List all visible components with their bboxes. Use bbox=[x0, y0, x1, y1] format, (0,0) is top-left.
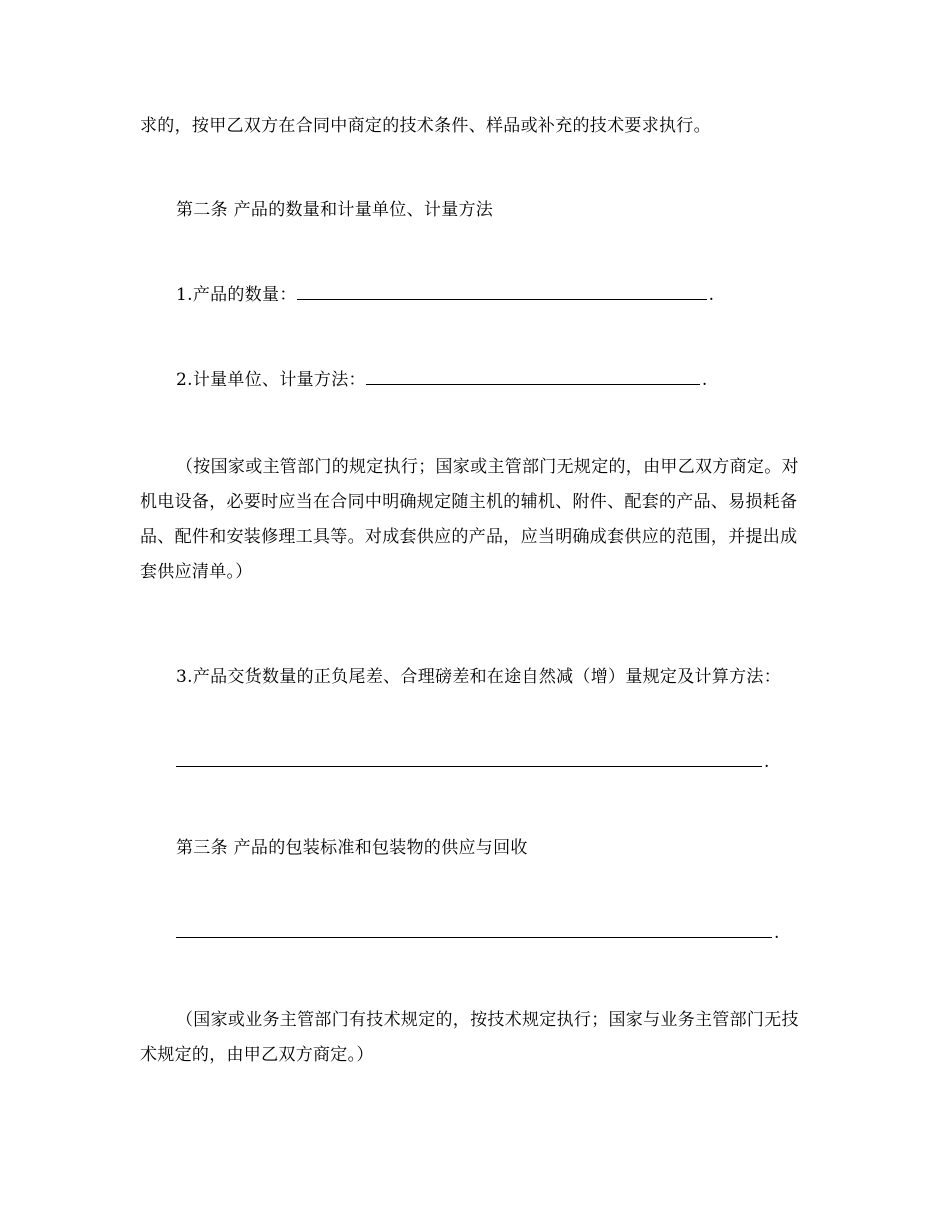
article-3-title: 第三条 产品的包装标准和包装物的供应与回收 bbox=[176, 838, 528, 858]
note-1: （按国家或主管部门的规定执行；国家或主管部门无规定的，由甲乙双方商定。对机电设备，必要时应当在合同中明确规定随主机的辅机、附件、配套的产品、易损耗备品、配件和安装修理工具等。对成套供应的产品，应当明确成套供应的范围，并提出成套供应清单。） bbox=[140, 457, 799, 582]
note-2: （国家或业务主管部门有技术规定的，按技术规定执行；国家与业务主管部门无技术规定的，由甲乙双方商定。） bbox=[140, 1010, 799, 1065]
item-2-label: 2.计量单位、计量方法： bbox=[176, 370, 366, 390]
item-3-blank[interactable] bbox=[176, 750, 762, 767]
item-1-blank[interactable] bbox=[297, 283, 707, 300]
item-2-row bbox=[176, 368, 708, 392]
item-3-label: 3.产品交货数量的正负尾差、合理磅差和在途自然减（增）量规定及计算方法： bbox=[176, 667, 782, 687]
item-3-row bbox=[176, 750, 770, 774]
article-3-blank[interactable] bbox=[176, 921, 772, 938]
article-3-end: . bbox=[774, 923, 780, 943]
article-3-row bbox=[176, 921, 780, 945]
continuation-text: 求的，按甲乙双方在合同中商定的技术条件、样品或补充的技术要求执行。 bbox=[140, 116, 711, 136]
item-2-end: . bbox=[701, 370, 708, 390]
item-1-row bbox=[176, 283, 714, 307]
item-3-end: . bbox=[764, 752, 770, 772]
item-1-end: . bbox=[708, 285, 715, 305]
item-2-blank[interactable] bbox=[366, 368, 700, 385]
item-1-label: 1.产品的数量： bbox=[176, 285, 297, 305]
article-2-title: 第二条 产品的数量和计量单位、计量方法 bbox=[176, 200, 494, 220]
